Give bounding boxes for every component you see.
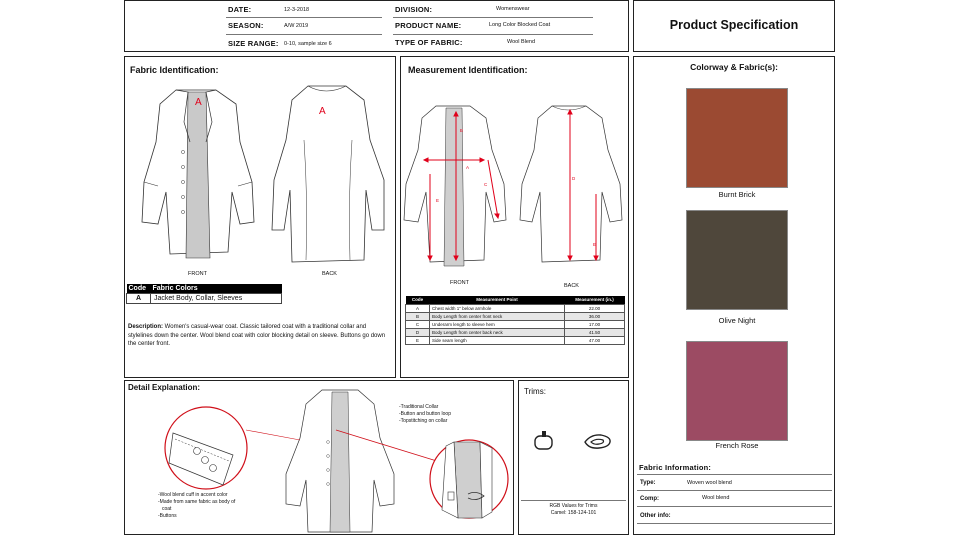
fabric-comp-value: Wool blend (702, 495, 730, 501)
product-name-value: Long Color Blocked Coat (489, 22, 551, 28)
measure-letter-d: D (572, 176, 576, 181)
spec-title: Product Specification (669, 18, 799, 32)
swatch-name-french-rose: French Rose (715, 441, 759, 450)
fabric-colors-cell: Jacket Body, Collar, Sleeves (151, 294, 282, 304)
trims-caption (518, 503, 629, 517)
back-label: BACK (322, 271, 337, 277)
note-topstitching: -Topstitching on collar (399, 418, 448, 424)
measure-letter-b: B (460, 128, 464, 133)
back-fabric-marker: A (319, 106, 326, 117)
front-label: FRONT (188, 271, 207, 277)
fabric-table-header-code: Code (127, 284, 151, 294)
season-label: SEASON: (228, 21, 264, 30)
front-fabric-marker: A (195, 97, 202, 108)
fabric-type-info-label: Type: (640, 480, 656, 486)
measure-header-code: Code (406, 296, 430, 304)
fabric-other-info-label: Other info: (640, 513, 671, 519)
measure-point-cell: Body Length from center front neck (430, 312, 565, 320)
measure-code-cell: D (406, 328, 430, 336)
season-value: A/W 2019 (284, 23, 309, 29)
swatch-olive-night (686, 210, 788, 310)
measure-letter-e: E (436, 198, 440, 203)
detail-notes-left (158, 492, 235, 520)
fabric-type-label: TYPE OF FABRIC: (395, 38, 463, 47)
measure-letter-e-back: E (593, 242, 597, 247)
measure-value-cell: 47.00 (565, 336, 625, 344)
colorway-title: Colorway & Fabric(s): (690, 62, 778, 72)
measure-code-cell: B (406, 312, 430, 320)
note-same-fabric-cont: coat (162, 506, 172, 512)
note-cuff: -Wool blend cuff in accent color (158, 492, 228, 498)
fabric-type-info-value: Woven wool blend (687, 480, 732, 486)
detail-explanation-title: Detail Explanation: (128, 383, 201, 392)
measurement-front-label: FRONT (450, 280, 469, 286)
size-range-label: SIZE RANGE: (228, 39, 279, 48)
measure-header-value: Measurement (in.) (565, 296, 625, 304)
division-value: Womenswear (496, 6, 530, 12)
measure-point-cell: Body Length from center back neck (430, 328, 565, 336)
measure-value-cell: 41.50 (565, 328, 625, 336)
division-label: DIVISION: (395, 5, 433, 14)
fabric-table-header-colors: Fabric Colors (151, 284, 282, 294)
note-traditional-collar: -Traditional Collar (399, 404, 439, 410)
detail-notes-right (399, 404, 451, 425)
product-name-label: PRODUCT NAME: (395, 21, 462, 30)
trims-caption-rgb: RGB Values for Trims (549, 503, 598, 509)
trims-title: Trims: (524, 387, 546, 396)
measure-point-cell: Underarm length to sleeve hem (430, 320, 565, 328)
measure-value-cell: 17.00 (565, 320, 625, 328)
toggle-button-icon (532, 431, 556, 453)
measure-letter-c: C (484, 182, 488, 187)
measure-value-cell: 36.00 (565, 312, 625, 320)
fabric-information-title: Fabric Information: (639, 463, 712, 472)
measure-point-cell: Chest width 1" below armhole (430, 304, 565, 312)
trims-caption-camel: Camel: 158-124-101 (550, 510, 597, 516)
size-range-value: 0-10, sample size 6 (284, 41, 332, 47)
fabric-identification-title: Fabric Identification: (130, 65, 219, 75)
note-same-fabric: -Made from same fabric as body of (158, 499, 236, 505)
measure-letter-a: A (466, 165, 470, 170)
measure-header-point: Measurement Point (430, 296, 565, 304)
measurement-identification-title: Measurement Identification: (408, 65, 528, 75)
date-label: DATE: (228, 5, 252, 14)
description-label: Description: (128, 324, 164, 330)
fabric-comp-label: Comp: (640, 496, 659, 502)
button-loop-icon (583, 433, 613, 451)
button-loop-detail-sketch (428, 438, 510, 520)
swatch-french-rose (686, 341, 788, 441)
note-button-loop: -Button and button loop (399, 411, 451, 417)
measure-value-cell: 22.00 (565, 304, 625, 312)
note-buttons: -Buttons (158, 513, 177, 519)
date-value: 12-3-2018 (284, 7, 310, 13)
swatch-name-burnt-brick: Burnt Brick (718, 190, 756, 199)
description-text: Women's casual-wear coat. Classic tailored coat with a traditional collar and stylelines down the center. Wool blend coat with color blocking detail on sleeve. Buttons go down the center front. (128, 324, 386, 347)
swatch-name-olive-night: Olive Night (718, 316, 756, 325)
measure-point-cell: Side seam length (430, 336, 565, 344)
fabric-code-cell: A (127, 294, 151, 304)
measure-code-cell: C (406, 320, 430, 328)
swatch-burnt-brick (686, 88, 788, 188)
fabric-type-value: Wool Blend (507, 39, 536, 45)
measurement-back-label: BACK (564, 283, 579, 289)
measure-code-cell: A (406, 304, 430, 312)
measure-code-cell: E (406, 336, 430, 344)
